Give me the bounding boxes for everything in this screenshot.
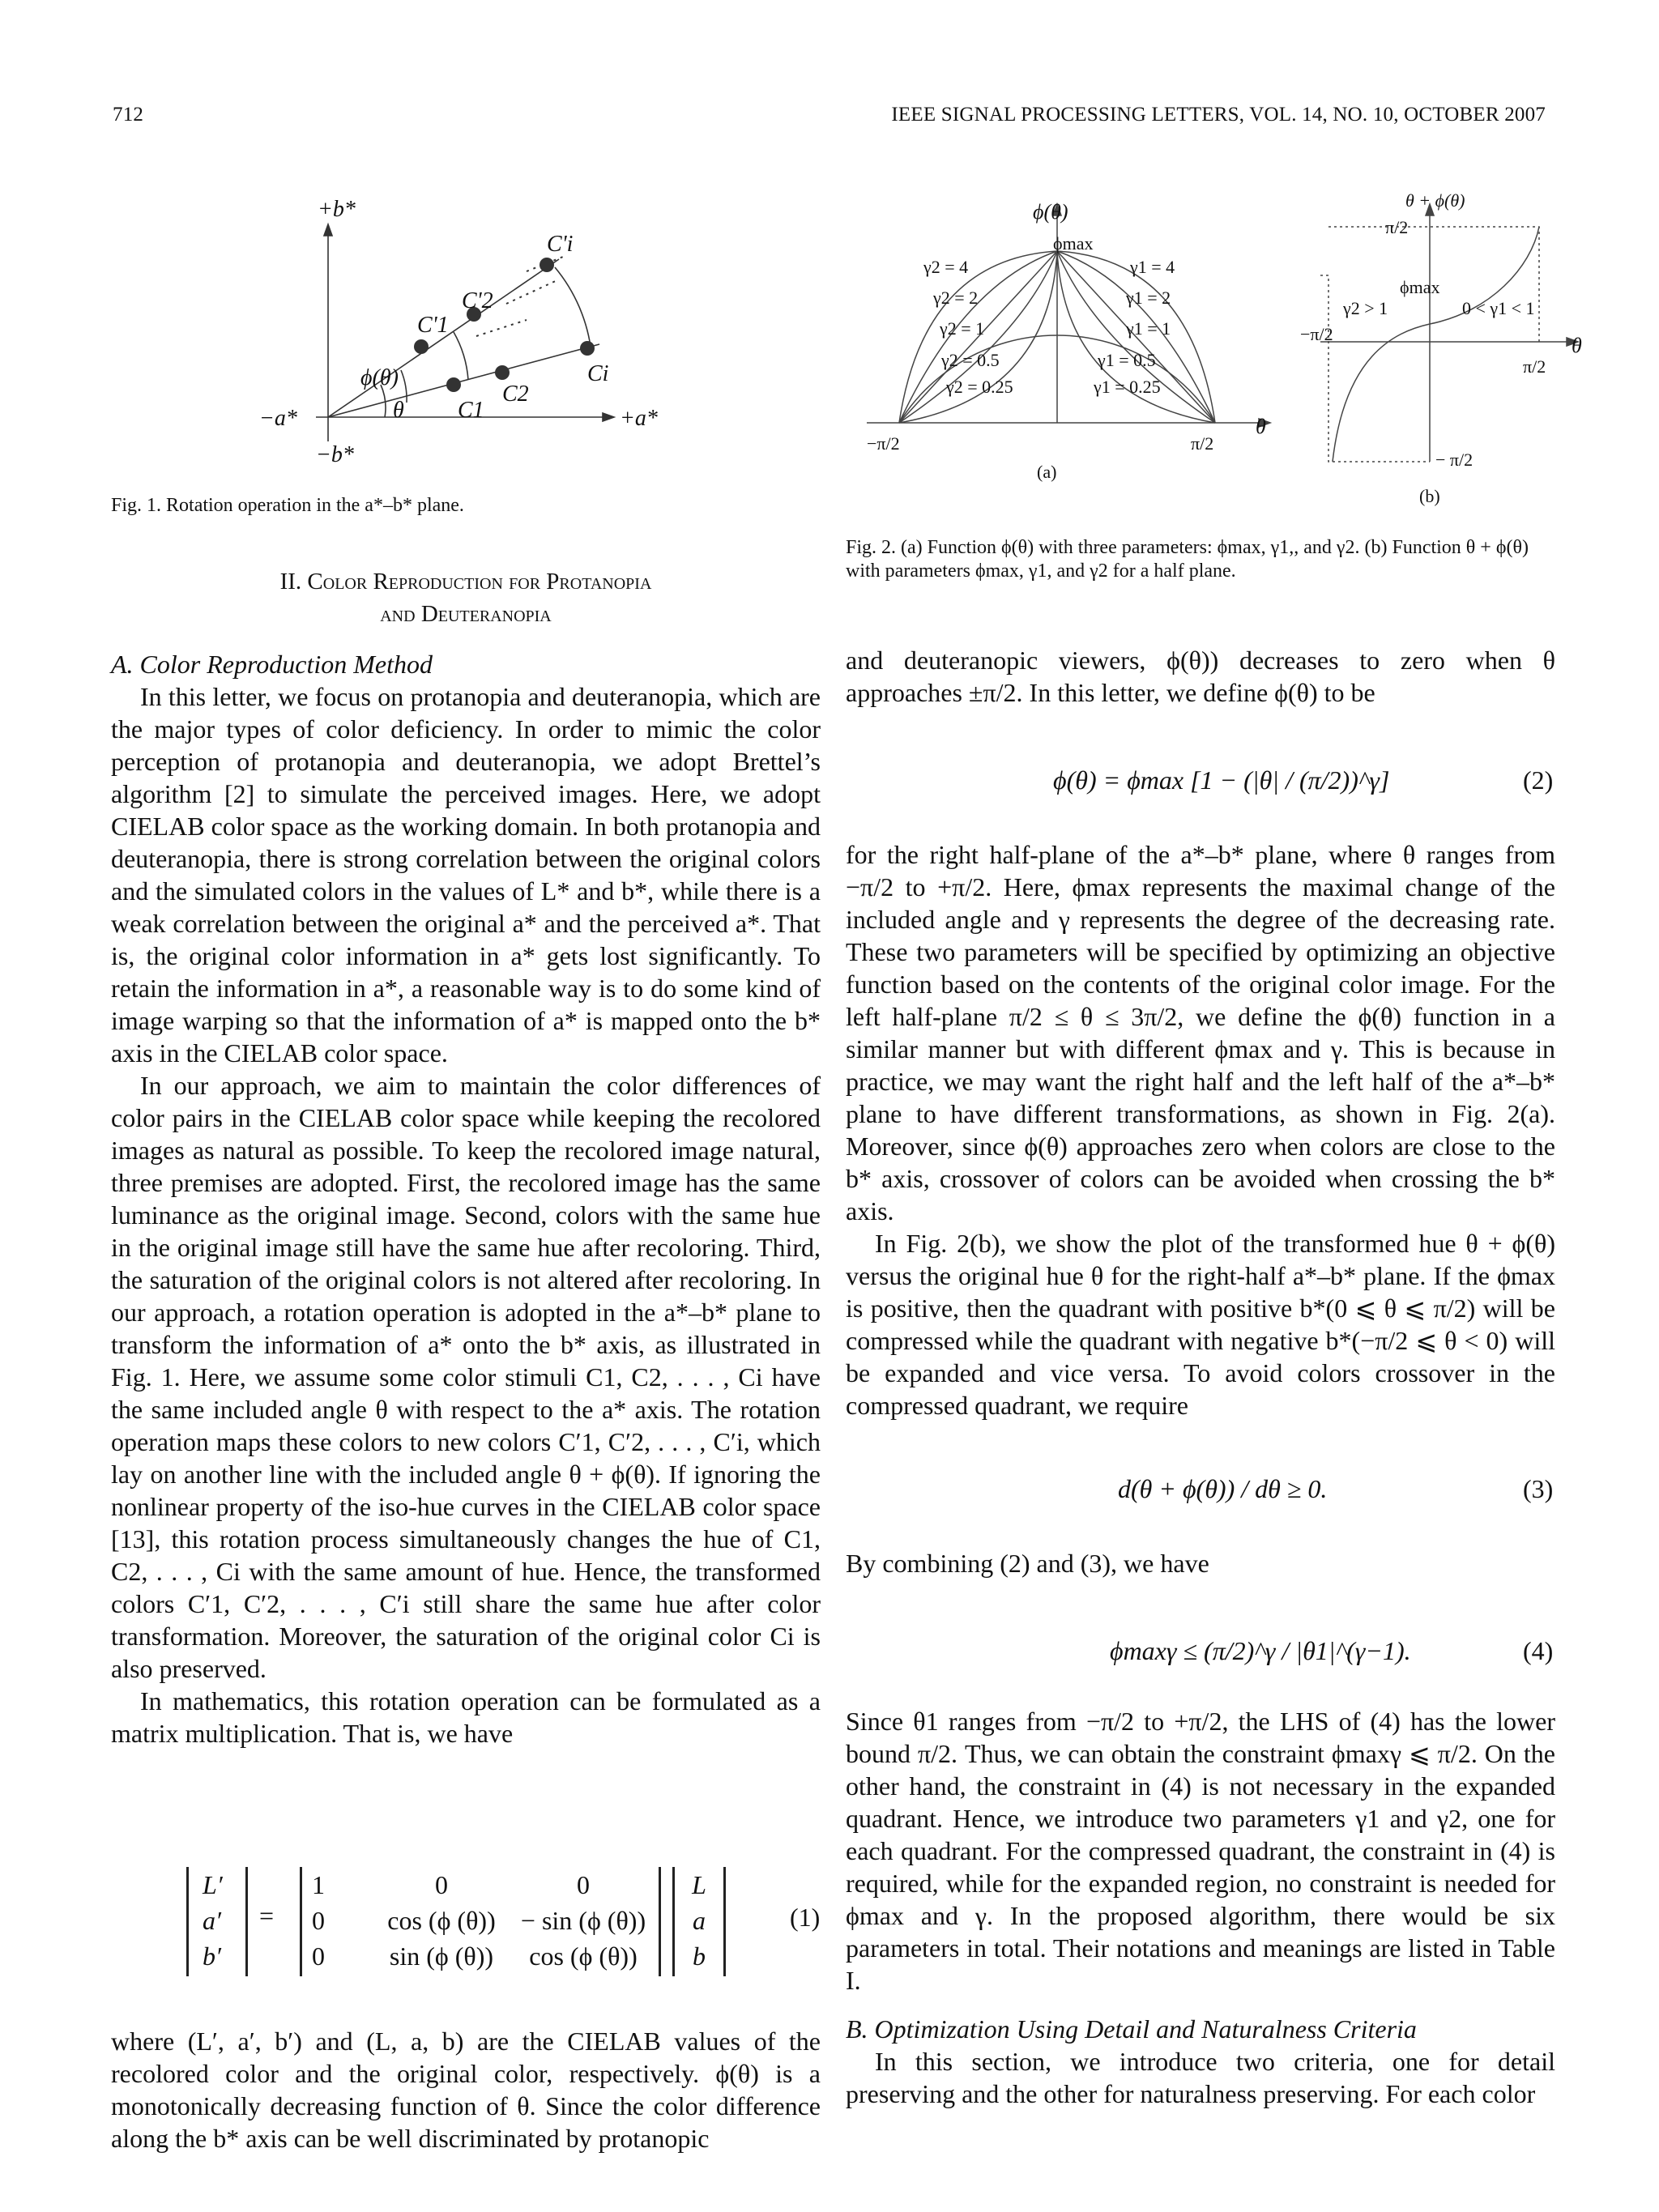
fig2b-g2: γ2 > 1 — [1343, 298, 1388, 318]
equation-4: ϕmaxγ ≤ (π/2)^γ / |θ1|^(γ−1). — [1110, 1636, 1411, 1665]
fig2a-sub: (a) — [1037, 462, 1057, 482]
eq1-m-10: 0 — [312, 1906, 325, 1935]
eq1-lhs-2: b′ — [203, 1941, 221, 1971]
eq1-rhs-2: b — [693, 1941, 706, 1971]
fig2a-left-1: γ2 = 2 — [933, 288, 979, 308]
subsection-a-title: A. Color Reproduction Method — [111, 650, 433, 679]
eq1-m-02: 0 — [577, 1870, 590, 1899]
ci-point — [580, 341, 595, 356]
fig2a-xaxis: θ — [1256, 415, 1266, 438]
theta-label: θ — [393, 398, 404, 423]
fig2b-title: θ + ϕ(θ) — [1405, 190, 1465, 211]
c1p-label: C'1 — [417, 313, 449, 338]
fig2a-phimax: ϕmax — [1053, 233, 1094, 254]
fig2a-left-3: γ2 = 0.5 — [941, 350, 1000, 370]
equation-3-number: (3) — [1523, 1474, 1554, 1503]
section-title-line2: and Deuteranopia — [380, 601, 552, 627]
equation-2-number: (2) — [1523, 765, 1554, 795]
left-paragraph-2: In our approach, we aim to maintain the color differences of color pairs in the CIELAB color space while keeping the recolored images as natural as possible. To keep the recolored image natural, three premises are adopted. First, the recolored image has the same luminance as the original image. Second, colors with the same hue in the original image still have the same hue after recoloring. Third, the saturation of the original colors is not altered after recoloring. In our approach, a rotation operation is adopted in the a*–b* plane to transform the information of a* onto the b* axis, as illustrated in Fig. 1. Here, we assume some color stimuli C1, C2, . . . , Ci have the same included angle θ with respect to the a* axis. The rotation operation maps these colors to new colors C′1, C′2, . . . , C′i, which lay on another line with the included angle θ + ϕ(θ). If ignoring the nonlinear property of the iso-hue curves in the CIELAB color space [13], this rotation process simultaneously changes the hue of C1, C2, . . . , Ci with the same amount of hue. Hence, the transformed colors C′1, C′2, . . . , C′i still share the same hue after color transformation. Moreover, the saturation of the original color Ci is also preserved. — [111, 1071, 821, 1683]
fig2b-xaxis: θ — [1572, 334, 1582, 357]
c2-label: C2 — [502, 381, 529, 407]
figure-2-caption: Fig. 2. (a) Function ϕ(θ) with three parameters: ϕmax, γ1,, and γ2. (b) Function θ + ϕ(θ) with parameters ϕmax, γ1, and γ2 for a half plane. — [846, 537, 1529, 582]
eq1-rhs-0: L — [692, 1870, 706, 1899]
c1-point — [446, 377, 461, 392]
eq1-m-11: cos (ϕ (θ)) — [387, 1906, 496, 1935]
fig2a-right-4: γ1 = 0.25 — [1094, 377, 1161, 397]
right-paragraph-3: In Fig. 2(b), we show the plot of the transformed hue θ + ϕ(θ) versus the original hue θ for the right-half a*–b* plane. If the ϕmax is positive, then the quadrant with positive b*(0 ⩽ θ ⩽ π/2) will be compressed while the quadrant with negative b*(−π/2 ⩽ θ < 0) will be expanded and vice versa. To avoid colors crossover in the compressed quadrant, we require — [846, 1229, 1555, 1420]
eq1-m-12: − sin (ϕ (θ)) — [520, 1906, 646, 1935]
eq1-rhs-1: a — [693, 1906, 706, 1935]
page-number: 712 — [113, 104, 144, 126]
subsection-b-title: B. Optimization Using Detail and Naturalness Criteria — [846, 2014, 1417, 2044]
equation-1: L′ a′ b′ = 1 0 0 0 cos (ϕ (θ)) − sin (ϕ (θ)) 0 sin (ϕ (θ)) cos (ϕ (θ)) L a b — [186, 1867, 786, 1980]
fig2a-xmin: −π/2 — [867, 433, 900, 454]
fig2a-xmax: π/2 — [1191, 433, 1214, 454]
right-paragraph-1: and deuteranopic viewers, ϕ(θ)) decreases to zero when θ approaches ±π/2. In this letter, we define ϕ(θ) to be — [846, 646, 1555, 707]
plus-a-label: +a* — [620, 406, 658, 431]
fig2a-left-4: γ2 = 0.25 — [946, 377, 1013, 397]
right-paragraph-5: Since θ1 ranges from −π/2 to +π/2, the LHS of (4) has the lower bound π/2. Thus, we can obtain the constraint ϕmaxγ ⩽ π/2. On the other hand, the constraint in (4) is not necessary in the expanded quadrant. Hence, we introduce two parameters γ1 and γ2, one for each quadrant. For the compressed quadrant, the constraint in (4) is required, while for the expanded region, no constraint is needed for ϕmax and γ. In the proposed algorithm, there would be six parameters in total. Their notations and meanings are listed in Table I. — [846, 1707, 1555, 1995]
fig2b-g1: 0 < γ1 < 1 — [1462, 298, 1535, 318]
right-paragraph-6: In this section, we introduce two criteria, one for detail preserving and the other for naturalness preserving. For each color — [846, 2047, 1555, 2108]
section-title — [111, 565, 821, 630]
right-paragraph-4: By combining (2) and (3), we have — [846, 1549, 1209, 1578]
equation-3: d(θ + ϕ(θ)) / dθ ≥ 0. — [1118, 1474, 1328, 1503]
fig2b-left: −π/2 — [1300, 324, 1333, 344]
figure-1 — [259, 182, 697, 474]
equation-2: ϕ(θ) = ϕmax [1 − (|θ| / (π/2))^γ] — [1053, 765, 1390, 795]
eq1-lhs-1: a′ — [203, 1906, 221, 1935]
fig2b-right: π/2 — [1523, 356, 1546, 377]
fig2a-left-2: γ2 = 1 — [940, 318, 985, 339]
section-title-line1: II. Color Reproduction for Protanopia — [279, 569, 652, 595]
figure-2b — [1320, 204, 1578, 462]
equation-1-number: (1) — [790, 1903, 821, 1932]
minus-b-label: −b* — [316, 442, 354, 467]
fig2a-right-3: γ1 = 0.5 — [1098, 350, 1156, 370]
figure-1-caption: Fig. 1. Rotation operation in the a*–b* plane. — [111, 495, 464, 516]
c1p-point — [414, 339, 429, 354]
fig2a-left-0: γ2 = 4 — [923, 257, 969, 277]
fig2b-bottom: − π/2 — [1435, 450, 1473, 470]
fig2a-right-2: γ1 = 1 — [1126, 318, 1171, 339]
left-paragraph-3: In mathematics, this rotation operation can be formulated as a matrix multiplication. That is, we have — [111, 1686, 821, 1748]
fig2b-sub: (b) — [1419, 486, 1440, 506]
left-paragraph-4: where (L′, a′, b′) and (L, a, b) are the CIELAB values of the recolored color and the original color, respectively. ϕ(θ) is a monotonically decreasing function of θ. Since the color difference along the b* axis can be well discriminated by protanopic — [111, 2027, 821, 2153]
eq1-m-20: 0 — [312, 1941, 325, 1971]
minus-a-label: −a* — [259, 406, 297, 431]
figure-2 — [842, 186, 1596, 526]
ci-label: Ci — [587, 361, 609, 386]
c2-point — [495, 365, 510, 380]
journal-header: IEEE SIGNAL PROCESSING LETTERS, VOL. 14, NO. 10, OCTOBER 2007 — [891, 104, 1546, 126]
equation-4-number: (4) — [1523, 1636, 1554, 1665]
c2p-label: C'2 — [462, 288, 493, 313]
fig2b-phimax: ϕmax — [1400, 277, 1440, 297]
eq1-m-00: 1 — [312, 1870, 325, 1899]
left-paragraph-1: In this letter, we focus on protanopia and deuteranopia, which are the major types of color deficiency. In order to mimic the color perception of protanopia and deuteranopia, we adopt Brettel’s algorithm [2] to simulate the perceived images. Here, we adopt CIELAB color space as the working domain. In both protanopia and deuteranopia, there is strong correlation between the original colors and the simulated colors in the values of L* and b*, while there is a weak correlation between the original a* and the perceived a*. That is, the original color information in a* gets lost significantly. To retain the information in a*, a reasonable way is to do some kind of image warping so that the information of a* is mapped onto the b* axis in the CIELAB color space. — [111, 682, 821, 1068]
cip-point — [539, 258, 554, 272]
eq1-m-21: sin (ϕ (θ)) — [389, 1941, 494, 1971]
right-paragraph-2: for the right half-plane of the a*–b* plane, where θ ranges from −π/2 to +π/2. Here, ϕmax represents the maximal change of the included angle and γ represents the degree of the decreasing rate. These two parameters will be specified by optimizing an objective function based on the contents of the original color image. For the left half-plane π/2 ≤ θ ≤ 3π/2, we define the ϕ(θ) function in a similar manner but with different ϕmax and γ. This is because in practice, we may want the right half and the left half of the a*–b* plane to have different transformations, as shown in Fig. 2(a). Moreover, since ϕ(θ) approaches zero when colors are close to the b* axis, crossover of colors can be avoided when crossing the b* axis. — [846, 840, 1555, 1225]
c1-label: C1 — [458, 398, 484, 423]
phi-label: ϕ(θ) — [360, 365, 399, 390]
eq1-m-22: cos (ϕ (θ)) — [529, 1941, 638, 1971]
fig2a-right-0: γ1 = 4 — [1130, 257, 1175, 277]
plus-b-label: +b* — [318, 197, 356, 222]
eq1-m-01: 0 — [435, 1870, 448, 1899]
fig2a-right-1: γ1 = 2 — [1126, 288, 1171, 308]
fig2a-title: ϕ(θ) — [1033, 200, 1068, 224]
eq1-lhs-0: L′ — [203, 1870, 223, 1899]
cip-label: C'i — [547, 232, 574, 257]
fig2b-top: π/2 — [1385, 217, 1409, 237]
